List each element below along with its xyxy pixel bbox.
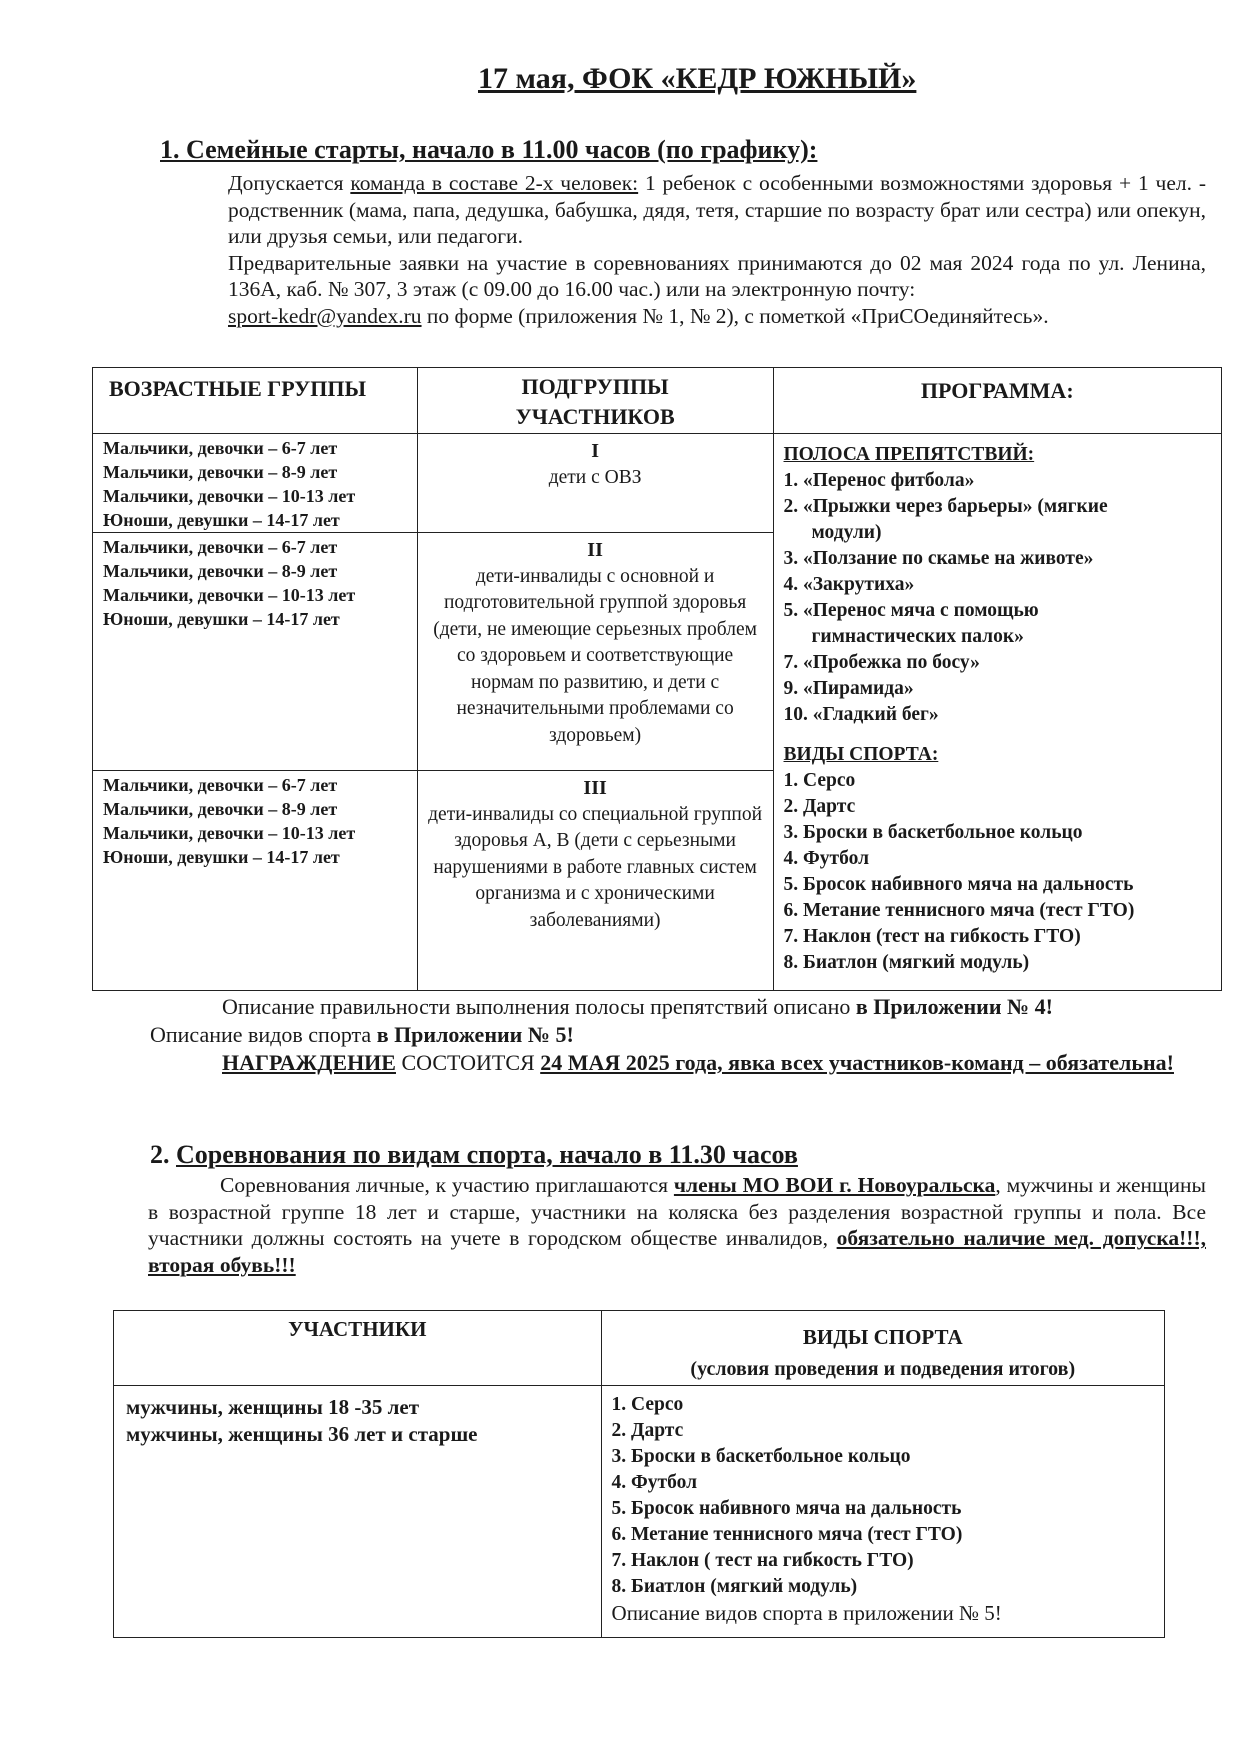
p-text-a: Соревнования личные, к участию приглашаются — [220, 1173, 674, 1197]
subgroup-number: II — [587, 539, 603, 561]
sport-item: 6. Метание теннисного мяча (тест ГТО) — [611, 1524, 963, 1545]
section2-title: Соревнования по видам спорта, начало в 11.30 часов — [176, 1140, 798, 1169]
age-line: Юноши, девушки – 14-17 лет — [103, 510, 340, 530]
subgroup-number: I — [591, 440, 599, 462]
note-appendix-5: в Приложении № 5! — [376, 1022, 574, 1047]
award-note — [150, 1049, 1204, 1077]
sport-item: 3. Броски в баскетбольное кольцо — [783, 822, 1083, 843]
obstacle-course-heading: ПОЛОСА ПРЕПЯТСТВИЙ: — [783, 444, 1035, 465]
subgroup-1 — [417, 434, 773, 533]
sports-competition-table — [113, 1310, 1165, 1638]
sports-appendix-note: Описание видов спорта в приложении № 5! — [611, 1601, 1002, 1625]
sports-cell — [601, 1386, 1164, 1638]
age-line: Юноши, девушки – 14-17 лет — [103, 847, 340, 867]
header-age-groups: ВОЗРАСТНЫЕ ГРУППЫ — [93, 368, 418, 434]
sport-item: 1. Серсо — [783, 770, 856, 791]
age-line: Мальчики, девочки – 8-9 лет — [103, 462, 338, 482]
section1-title: Семейные старты, начало в 11.00 часов (по графику): — [186, 135, 818, 164]
obstacle-item: 2. «Прыжки через барьеры» (мягкие — [783, 496, 1108, 517]
age-line: Мальчики, девочки – 10-13 лет — [103, 823, 356, 843]
section1-heading — [160, 135, 817, 165]
participant-group: мужчины, женщины 18 -35 лет — [126, 1395, 420, 1419]
section2-number: 2. — [150, 1140, 170, 1169]
note-text: Описание правильности выполнения полосы препятствий описано — [222, 994, 856, 1019]
subgroup-description: дети-инвалиды с основной и подготовительной группой здоровья (дети, не имеющие серьезных проблем со здоровьем и соответствующие нормам по развитию, и дети с незначительными проблемами со здоровьем) — [433, 565, 757, 746]
sport-item: 7. Наклон ( тест на гибкость ГТО) — [611, 1550, 914, 1571]
header-sports — [601, 1311, 1164, 1386]
age-line: Мальчики, девочки – 10-13 лет — [103, 486, 356, 506]
subgroup-2 — [417, 533, 773, 771]
sport-item: 6. Метание теннисного мяча (тест ГТО) — [783, 900, 1135, 921]
obstacle-item: 10. «Гладкий бег» — [783, 704, 939, 725]
p1-text-a: Допускается — [228, 171, 351, 195]
section1-notes — [150, 993, 1204, 1077]
note-text: Описание видов спорта — [150, 1022, 377, 1047]
section2-heading — [150, 1140, 798, 1170]
header-participants: УЧАСТНИКИ — [114, 1311, 602, 1386]
header-program: ПРОГРАММА: — [773, 368, 1221, 434]
award-date: 24 МАЯ 2025 года, явка всех участников-команд – обязательна! — [540, 1050, 1174, 1075]
subgroup-description: дети с ОВЗ — [548, 466, 642, 488]
age-groups-1 — [93, 434, 418, 533]
sport-item: 4. Футбол — [611, 1472, 698, 1493]
members-highlight: члены МО ВОИ г. Новоуральска — [673, 1173, 996, 1197]
sport-item: 1. Серсо — [611, 1394, 684, 1415]
age-line: Мальчики, девочки – 8-9 лет — [103, 561, 338, 581]
applications-paragraph — [156, 250, 1206, 303]
sport-item: 3. Броски в баскетбольное кольцо — [611, 1446, 911, 1467]
header-sports-subtitle: (условия проведения и подведения итогов) — [690, 1358, 1076, 1380]
sport-item: 8. Биатлон (мягкий модуль) — [783, 952, 1030, 973]
section2-intro — [148, 1172, 1206, 1278]
subgroup-number: III — [583, 777, 607, 799]
section1-intro — [156, 170, 1206, 329]
age-groups-3 — [93, 771, 418, 991]
sport-item: 2. Дартс — [783, 796, 856, 817]
participants-cell — [114, 1386, 602, 1638]
age-groups-2 — [93, 533, 418, 771]
header-subgroups: ПОДГРУППЫ УЧАСТНИКОВ — [417, 368, 773, 434]
sport-item: 8. Биатлон (мягкий модуль) — [611, 1576, 858, 1597]
p-text-c: , мужчины и женщины в возрастной группе 18 лет и старше, участники на коляска без разделения возрастной группы и пола. Все участники должны состоять на учете в городском обществе инвалидов, — [148, 1173, 1207, 1250]
participant-group: мужчины, женщины 36 лет и старше — [126, 1422, 478, 1446]
sport-item: 7. Наклон (тест на гибкость ГТО) — [783, 926, 1081, 947]
obstacle-item: 3. «Ползание по скамье на животе» — [783, 548, 1094, 569]
sport-item: 4. Футбол — [783, 848, 870, 869]
age-line: Юноши, девушки – 14-17 лет — [103, 609, 340, 629]
age-line: Мальчики, девочки – 8-9 лет — [103, 799, 338, 819]
program-cell — [773, 434, 1221, 991]
subgroup-description: дети-инвалиды со специальной группой здоровья А, В (дети с серьезными нарушениями в работе главных систем организма и с хроническими заболеваниями) — [428, 803, 763, 931]
obstacle-item: 1. «Перенос фитбола» — [783, 470, 975, 491]
sports-heading: ВИДЫ СПОРТА: — [783, 744, 939, 765]
obstacle-item: 4. «Закрутиха» — [783, 574, 915, 595]
note-appendix-4: в Приложении № 4! — [855, 994, 1053, 1019]
sport-item: 2. Дартс — [611, 1420, 684, 1441]
family-starts-table — [92, 367, 1222, 991]
award-label: НАГРАЖДЕНИЕ — [222, 1050, 396, 1075]
email-line — [156, 303, 1206, 330]
page-title: 17 мая, ФОК «КЕДР ЮЖНЫЙ» — [478, 62, 917, 95]
competition-paragraph — [148, 1172, 1206, 1278]
team-composition-paragraph — [156, 170, 1206, 250]
obstacle-item: 7. «Пробежка по босу» — [783, 652, 980, 673]
subgroup-3 — [417, 771, 773, 991]
award-text: СОСТОИТСЯ — [395, 1050, 541, 1075]
email-link[interactable]: sport-kedr@yandex.ru — [228, 303, 422, 328]
obstacle-item: гимнастических палок» — [811, 626, 1024, 647]
sport-item: 5. Бросок набивного мяча на дальность — [783, 874, 1134, 895]
age-line: Мальчики, девочки – 6-7 лет — [103, 438, 338, 458]
age-line: Мальчики, девочки – 6-7 лет — [103, 775, 338, 795]
age-line: Мальчики, девочки – 10-13 лет — [103, 585, 356, 605]
team-composition-underlined: команда в составе 2-х человек: — [350, 171, 639, 195]
requirements-highlight: обязательно наличие мед. допуска!!!, вторая обувь!!! — [148, 1226, 1206, 1277]
p2-text-b: по форме (приложения № 1, № 2), с пометкой «ПриСОединяйтесь». — [421, 303, 1049, 328]
p1-text-b: 1 ребенок с особенными возможностями здоровья + 1 чел. - родственник (мама, папа, дедушка, бабушка, дядя, тетя, старшие по возрасту брат или сестра) или опекун, или друзья семьи, или педагоги. — [228, 171, 1206, 248]
obstacle-description-note — [150, 993, 1204, 1021]
sport-item: 5. Бросок набивного мяча на дальность — [611, 1498, 962, 1519]
sports-description-note — [150, 1021, 1204, 1049]
obstacle-item: 5. «Перенос мяча с помощью — [783, 600, 1039, 621]
obstacle-item: модули) — [811, 522, 882, 543]
section1-number: 1. — [160, 135, 180, 164]
age-line: Мальчики, девочки – 6-7 лет — [103, 537, 338, 557]
header-sports-title: ВИДЫ СПОРТА — [802, 1325, 963, 1349]
obstacle-item: 9. «Пирамида» — [783, 678, 914, 699]
p2-text-a: Предварительные заявки на участие в соревнованиях принимаются до 02 мая 2024 года по ул. Ленина, 136А, каб. № 307, 3 этаж (с 09.00 до 16.00 час.) или на электронную почту: — [228, 250, 1206, 301]
